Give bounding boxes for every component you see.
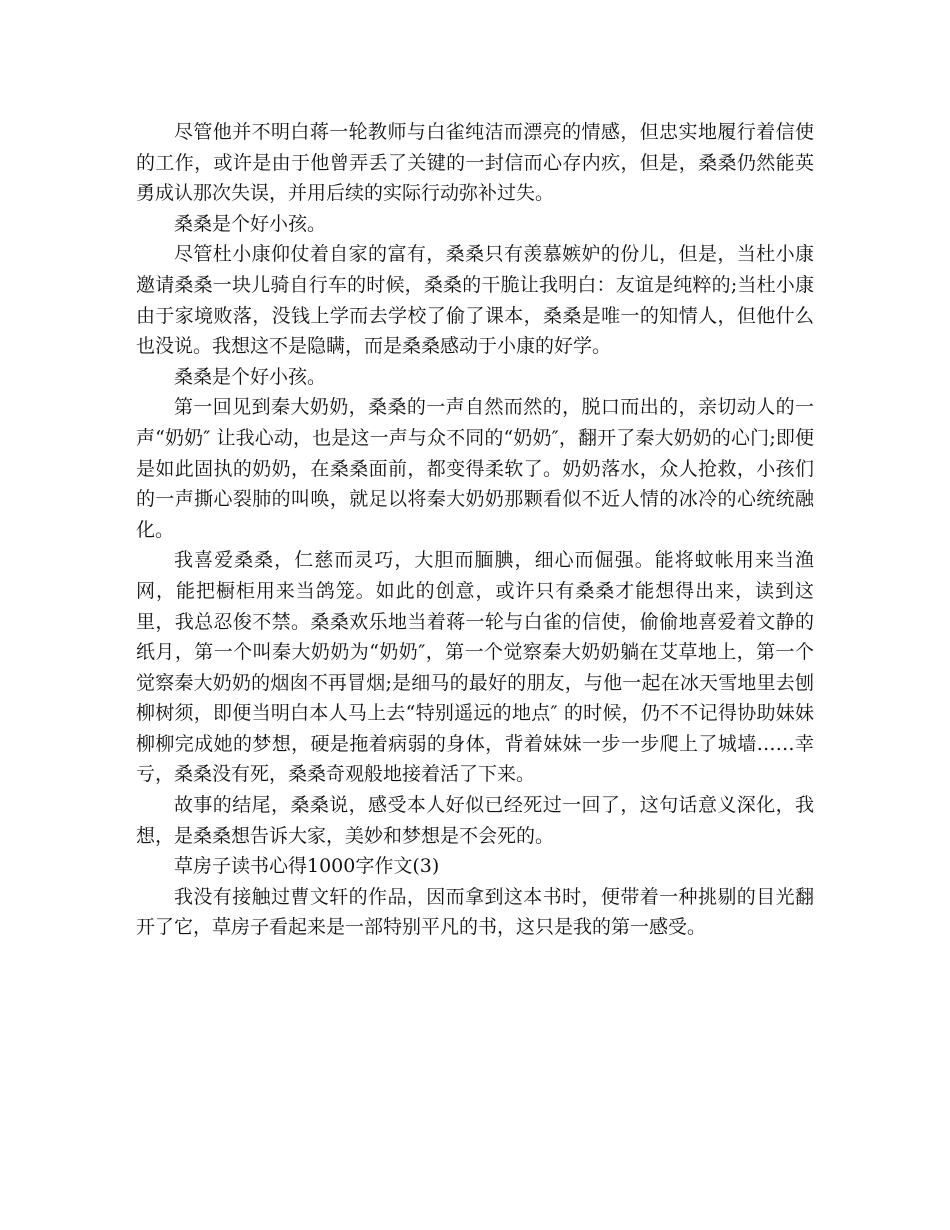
paragraph: 尽管杜小康仰仗着自家的富有，桑桑只有羡慕嫉妒的份儿，但是，当杜小康邀请桑桑一块儿骑自行车的时候，桑桑的干脆让我明白：友谊是纯粹的;当杜小康由于家境败落，没钱上学而去学校了偷了课本，桑桑是唯一的知情人，但他什么也没说。我想这不是隐瞒，而是桑桑感动于小康的好学。: [136, 243, 814, 358]
paragraph: 桑桑是个好小孩。: [174, 212, 327, 235]
paragraph: 我没有接触过曹文轩的作品，因而拿到这本书时，便带着一种挑剔的目光翻开了它，草房子看起来是一部特别平凡的书，这只是我的第一感受。: [136, 885, 814, 939]
paragraph: 我喜爱桑桑，仁慈而灵巧，大胆而腼腆，细心而倔强。能将蚊帐用来当渔网，能把橱柜用来当鸽笼。如此的创意，或许只有桑桑才能想得出来，读到这里，我总忍俊不禁。桑桑欢乐地当着蒋一轮与白雀的信使，偷偷地喜爱着文静的纸月，第一个叫秦大奶奶为“奶奶″，第一个觉察秦大奶奶躺在艾草地上，第一个觉察秦大奶奶的烟囱不再冒烟;是细马的最好的朋友，与他一起在冰天雪地里去刨柳树须，即便当明白本人马上去“特别遥远的地点″ 的时候，仍不不记得协助妹妹柳柳完成她的梦想，硬是拖着病弱的身体，背着妹妹一步一步爬上了城墙……幸亏，桑桑没有死，桑桑奇观般地接着活了下来。: [136, 549, 814, 786]
paragraph: 尽管他并不明白蒋一轮教师与白雀纯洁而漂亮的情感，但忠实地履行着信使的工作，或许是由于他曾弄丢了关键的一封信而心存内疚，但是，桑桑仍然能英勇成认那次失误，并用后续的实际行动弥补过失。: [136, 121, 814, 205]
section-heading: 草房子读书心得1000字作文(3): [174, 855, 440, 878]
paragraph: 桑桑是个好小孩。: [174, 365, 327, 388]
paragraph: 故事的结尾，桑桑说，感受本人好似已经死过一回了，这句话意义深化，我想，是桑桑想告诉大家，美妙和梦想是不会死的。: [136, 794, 814, 847]
document-body: [136, 117, 814, 943]
paragraph: 第一回见到秦大奶奶，桑桑的一声自然而然的，脱口而出的，亲切动人的一声“奶奶″ 让我心动，也是这一声与众不同的“奶奶″，翻开了秦大奶奶的心门;即便是如此固执的奶奶，在桑桑面前，都变得柔软了。奶奶落水，众人抢救，小孩们的一声撕心裂肺的叫唤，就足以将秦大奶奶那颗看似不近人情的冰冷的心统统融化。: [136, 396, 814, 541]
